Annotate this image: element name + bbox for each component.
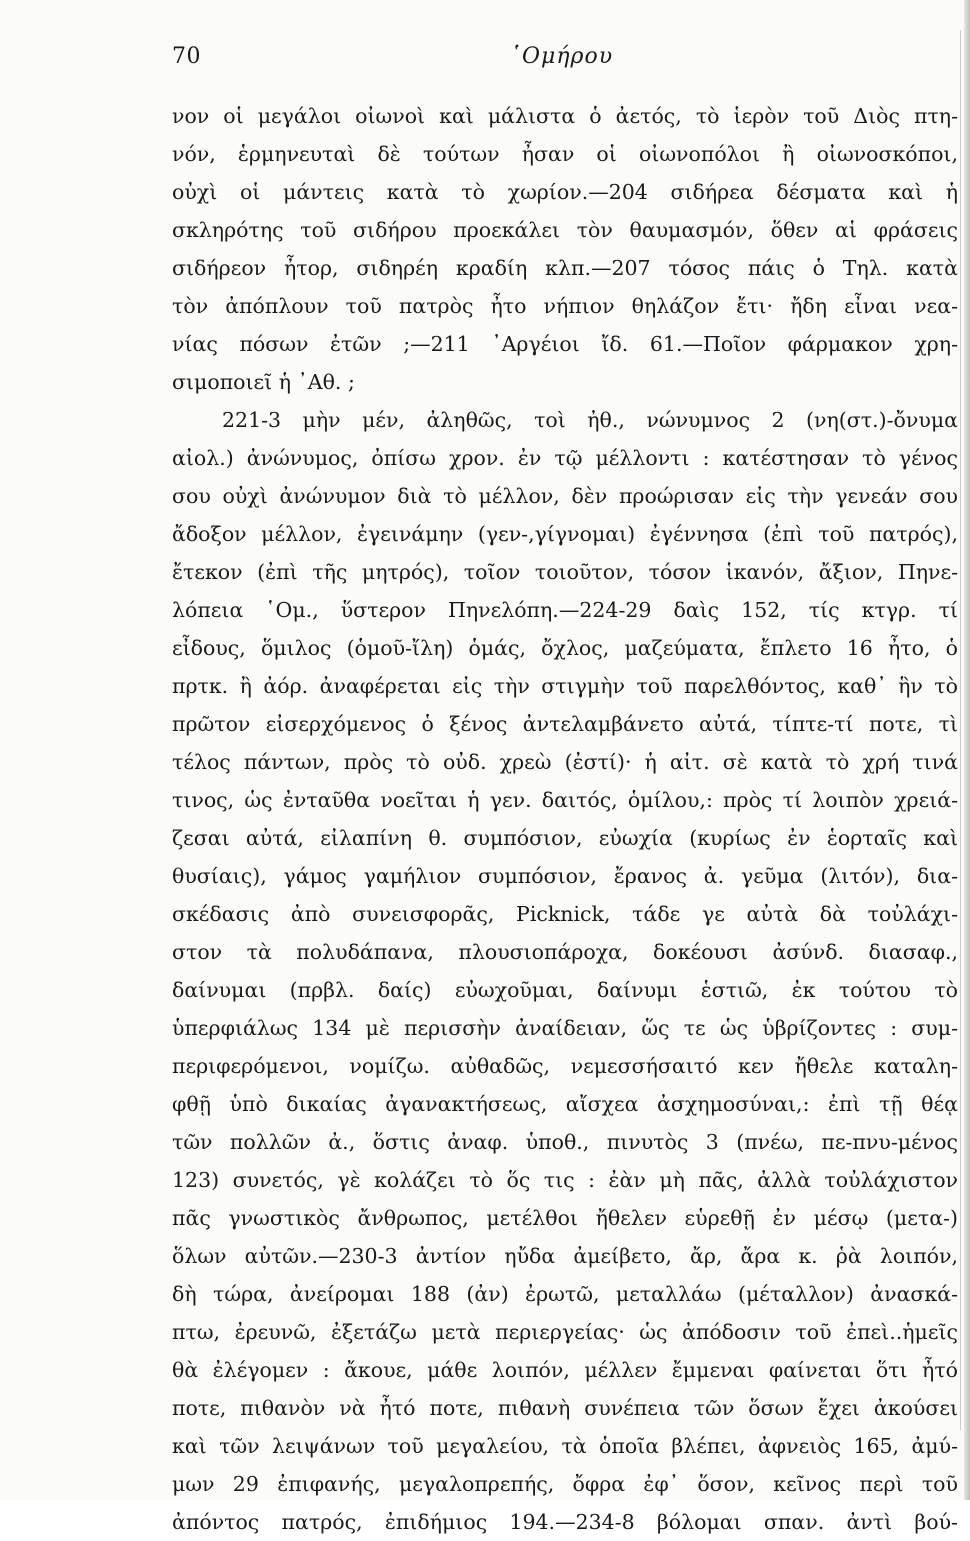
text-line: οὐχὶ οἱ μάντεις κατὰ τὸ χωρίον.—204 σιδήρεα δέσματα καὶ ἡ bbox=[172, 180, 958, 204]
text-line: ἔτεκον (ἐπὶ τῆς μητρός), τοῖον τοιοῦτον, τόσον ἱκανόν, ἄξιον, Πηνε- bbox=[172, 560, 958, 584]
page-edge-shadow bbox=[964, 0, 970, 1500]
text-line: πτω, ἐρευνῶ, ἐξετάζω μετὰ περιεργείας· ὡς ἀπόδοσιν τοῦ ἐπεὶ..ἡμεῖς bbox=[172, 1320, 958, 1344]
text-line: τὸν ἀπόπλουν τοῦ πατρὸς ἦτο νήπιον θηλάζον ἔτι· ἤδη εἶναι νεα- bbox=[172, 294, 958, 318]
page-fold-line bbox=[960, 30, 961, 1430]
text-line: στον τὰ πολυδάπανα, πλουσιοπάροχα, δοκέουσι ἀσύνδ. διασαφ., bbox=[172, 940, 958, 964]
commentary-text bbox=[172, 97, 958, 1541]
text-line: ἀπόντος πατρός, ἐπιδήμιος 194.—234-8 βόλομαι σπαν. ἀντὶ βού- bbox=[172, 1510, 958, 1534]
text-line: θὰ ἐλέγομεν : ἄκουε, μάθε λοιπόν, μέλλεν ἔμμεναι φαίνεται ὅτι ἦτό bbox=[172, 1358, 958, 1382]
text-line: φθῇ ὑπὸ δικαίας ἀγανακτήσεως, αἴσχεα ἀσχημοσύναι,: ἐπὶ τῇ θέᾳ bbox=[172, 1092, 958, 1116]
text-line: περιφερόμενοι, νομίζω. αὐθαδῶς, νεμεσσήσαιτό κεν ἤθελε καταλη- bbox=[172, 1054, 958, 1078]
text-line: ἄδοξον μέλλον, ἐγεινάμην (γεν-,γίγνομαι) ἐγέννησα (ἐπὶ τοῦ πατρός), bbox=[172, 522, 958, 546]
page-number: 70 bbox=[172, 44, 201, 69]
text-line: εἶδους, ὅμιλος (ὁμοῦ-ἴλη) ὁμάς, ὄχλος, μαζεύματα, ἔπλετο 16 ἦτο, ὁ bbox=[172, 636, 958, 660]
text-line: δὴ τώρα, ἀνείρομαι 188 (ἀν) ἐρωτῶ, μεταλλάω (μέταλλον) ἀνασκά- bbox=[172, 1282, 958, 1306]
text-line: θυσίαις), γάμος γαμήλιον συμπόσιον, ἔρανος ἀ. γεῦμα (λιτόν), δια- bbox=[172, 864, 958, 888]
text-line: σκέδασις ἀπὸ συνεισφορᾶς, Picknick, τάδε γε αὐτὰ δὰ τοὐλάχι- bbox=[172, 902, 958, 926]
text-line: νον οἱ μεγάλοι οἰωνοὶ καὶ μάλιστα ὁ ἀετός, τὸ ἱερὸν τοῦ Διὸς πτη- bbox=[172, 104, 958, 128]
text-line: αἰολ.) ἀνώνυμος, ὀπίσω χρον. ἐν τῷ μέλλοντι : κατέστησαν τὸ γένος bbox=[172, 446, 958, 470]
running-title: ῾Ομήρου bbox=[510, 44, 614, 69]
text-line: τέλος πάντων, πρὸς τὸ οὐδ. χρεὼ (ἐστί)· ἡ αἰτ. σὲ κατὰ τὸ χρή τινά bbox=[172, 750, 958, 774]
text-line: νόν, ἑρμηνευταὶ δὲ τούτων ἦσαν οἱ οἰωνοπόλοι ἢ οἰωνοσκόποι, bbox=[172, 142, 958, 166]
text-line: σκληρότης τοῦ σιδήρου προεκάλει τὸν θαυμασμόν, ὅθεν αἱ φράσεις bbox=[172, 218, 958, 242]
text-line: τινος, ὡς ἐνταῦθα νοεῖται ἡ γεν. δαιτός, ὁμίλου,: πρὸς τί λοιπὸν χρειά- bbox=[172, 788, 958, 812]
text-line: 123) συνετός, γὲ κολάζει τὸ ὅς τις : ἐὰν μὴ πᾶς, ἀλλὰ τοὐλάχιστον bbox=[172, 1168, 958, 1192]
text-line: ὑπερφιάλως 134 μὲ περισσὴν ἀναίδειαν, ὥς τε ὡς ὑβρίζοντες : συμ- bbox=[172, 1016, 958, 1040]
text-line: πρῶτον εἰσερχόμενος ὁ ξένος ἀντελαμβάνετο αὐτά, τίπτε-τί ποτε, τὶ bbox=[172, 712, 958, 736]
text-line: 221-3 μὴν μέν, ἀληθῶς, τοὶ ἠθ., νώνυμνος 2 (νη(στ.)-ὄνυμα bbox=[222, 408, 958, 432]
text-line: σιδήρεον ἦτορ, σιδηρέη κραδίη κλπ.—207 τόσος πάις ὁ Τηλ. κατὰ bbox=[172, 256, 958, 280]
text-line: τῶν πολλῶν ἀ., ὅστις ἀναφ. ὑποθ., πινυτὸς 3 (πνέω, πε-πνυ-μένος bbox=[172, 1130, 958, 1154]
text-line: νίας πόσων ἐτῶν ;—211 ᾿Αργέιοι ἴδ. 61.—Ποῖον φάρμακον χρη- bbox=[172, 332, 958, 356]
text-line: μων 29 ἐπιφανής, μεγαλοπρεπής, ὄφρα ἐφ᾿ ὅσον, κεῖνος περὶ τοῦ bbox=[172, 1472, 958, 1496]
text-line: δαίνυμαι (πρβλ. δαίς) εὐωχοῦμαι, δαίνυμι ἑστιῶ, ἐκ τούτου τὸ bbox=[172, 978, 958, 1002]
text-line: ὅλων αὐτῶν.—230-3 ἀντίον ηὔδα ἀμείβετο, ἄρ, ἄρα κ. ῥὰ λοιπόν, bbox=[172, 1244, 958, 1268]
text-line: λόπεια ῾Ομ., ὕστερον Πηνελόπη.—224-29 δαὶς 152, τίς κτγρ. τί bbox=[172, 598, 958, 622]
text-line: καὶ τῶν λειψάνων τοῦ μεγαλείου, τὰ ὁποῖα βλέπει, ἀφνειὸς 165, ἀμύ- bbox=[172, 1434, 958, 1458]
text-line: σιμοποιεῖ ἡ ᾿Αθ. ; bbox=[172, 370, 355, 394]
text-line: πρτκ. ἢ ἀόρ. ἀναφέρεται εἰς τὴν στιγμὴν τοῦ παρελθόντος, καθ᾿ ἣν τὸ bbox=[172, 674, 958, 698]
text-line: πᾶς γνωστικὸς ἄνθρωπος, μετέλθοι ἤθελεν εὑρεθῇ ἐν μέσῳ (μετα-) bbox=[172, 1206, 958, 1230]
text-line: ζεσαι αὐτά, εἰλαπίνη θ. συμπόσιον, εὐωχία (κυρίως ἐν ἑορταῖς καὶ bbox=[172, 826, 958, 850]
text-line: ποτε, πιθανὸν νὰ ἦτό ποτε, πιθανὴ συνέπεια τῶν ὅσων ἔχει ἀκούσει bbox=[172, 1396, 958, 1420]
text-line: σου οὐχὶ ἀνώνυμον διὰ τὸ μέλλον, δὲν προώρισαν εἰς τὴν γενεάν σου bbox=[172, 484, 958, 508]
